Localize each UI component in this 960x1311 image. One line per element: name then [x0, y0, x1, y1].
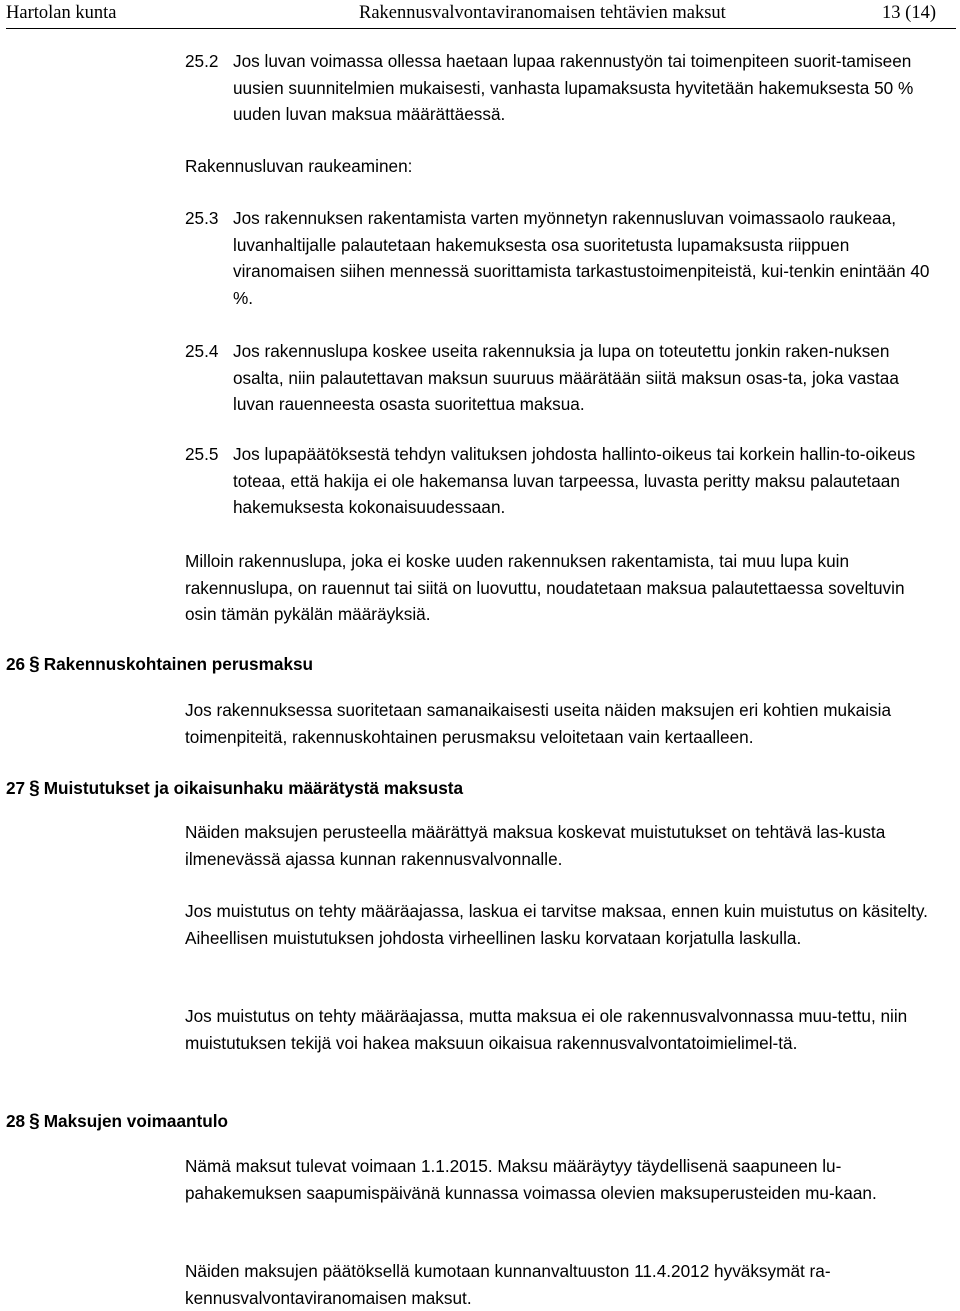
section-27-paragraph-3: Jos muistutus on tehty määräajassa, mutta maksua ei ole rakennusvalvonnassa muu-tettu, niin muistutuksen tekijä voi hakea maksuun oikaisua rakennusvalvontatoimielimel-tä.: [185, 1006, 908, 1053]
section-28-paragraph-1: Nämä maksut tulevat voimaan 1.1.2015. Maksu määräytyy täydellisenä saapuneen lu-pahakemuksen saapumispäivänä kunnassa voimassa olevien maksuperusteiden mu-kaan.: [185, 1156, 877, 1203]
section-symbol: §: [29, 654, 40, 675]
section-28-heading: [6, 1108, 228, 1136]
item-25-4-number: 25.4: [185, 341, 219, 361]
section-26-heading: [6, 651, 313, 679]
section-27-heading: [6, 775, 463, 803]
header-municipality: Hartolan kunta: [6, 3, 117, 23]
section-25-closing-paragraph: Milloin rakennuslupa, joka ei koske uuden rakennuksen rakentamista, tai muu lupa kuin rakennuslupa, on rauennut tai siitä on luovuttu, noudatetaan maksua palautettaessa soveltuvin osin tämän pykälän määräyksiä.: [185, 551, 905, 624]
section-26-number: 26: [6, 654, 26, 674]
item-25-4-text: Jos rakennuslupa koskee useita rakennuksia ja lupa on toteutettu jonkin raken-nuksen osalta, niin palautettavan maksun suuruus määrätään siitä maksun osas-ta, joka vastaa luvan rauenneesta osasta suoritettua maksua.: [233, 341, 899, 414]
header-page-number: 13 (14): [882, 3, 936, 23]
section-28-paragraph-2: Näiden maksujen päätöksellä kumotaan kunnanvaltuuston 11.4.2012 hyväksymät ra-kennusvalvontaviranomaisen maksut.: [185, 1261, 831, 1308]
header-divider: [6, 28, 956, 29]
header-document-title: Rakennusvalvontaviranomaisen tehtävien maksut: [359, 3, 726, 23]
section-27-paragraph-1: Näiden maksujen perusteella määrättyä maksua koskevat muistutukset on tehtävä las-kusta ilmenevässä ajassa kunnan rakennusvalvonnalle.: [185, 822, 886, 869]
section-28-number: 28: [6, 1111, 26, 1131]
item-25-3-number: 25.3: [185, 208, 219, 228]
item-25-2-text: Jos luvan voimassa ollessa haetaan lupaa rakennustyön tai toimenpiteen suorit-tamiseen uusien suunnitelmien mukaisesti, vanhasta lupamaksusta hyvitetään hakemuksesta 50 % uuden luvan maksua määrättäessä.: [233, 51, 914, 124]
item-25-2: [185, 48, 940, 128]
section-27-paragraph-2: Jos muistutus on tehty määräajassa, laskua ei tarvitse maksaa, ennen kuin muistutus on käsitelty. Aiheellisen muistutuksen johdosta virheellinen lasku korvataan korjatulla laskulla.: [185, 901, 928, 948]
subheading-permit-expiry: Rakennusluvan raukeaminen:: [185, 156, 413, 176]
item-25-5-text: Jos lupapäätöksestä tehdyn valituksen johdosta hallinto-oikeus tai korkein hallin-to-oikeus toteaa, että hakija ei ole hakemansa luvan tarpeessa, luvasta peritty maksu palautetaan hakemuksesta kokonaisuudessaan.: [233, 444, 916, 517]
section-symbol: §: [29, 1111, 40, 1132]
section-28-title: Maksujen voimaantulo: [43, 1111, 229, 1131]
section-26-paragraph: Jos rakennuksessa suoritetaan samanaikaisesti useita näiden maksujen eri kohtien mukaisia toimenpiteitä, rakennuskohtainen perusmaksu veloitetaan vain kertaalleen.: [185, 700, 892, 747]
item-25-5: [185, 441, 940, 521]
page-header: [6, 0, 936, 30]
section-26-title: Rakennuskohtainen perusmaksu: [43, 654, 314, 674]
section-symbol: §: [29, 778, 40, 799]
section-27-number: 27: [6, 778, 26, 798]
item-25-2-number: 25.2: [185, 51, 219, 71]
item-25-3-text: Jos rakennuksen rakentamista varten myönnetyn rakennusluvan voimassaolo raukeaa, luvanhaltijalle palautetaan hakemuksesta osa suoritetusta lupamaksusta riippuen viranomaisen siihen mennessä suorittamista tarkastustoimenpiteistä, kui-tenkin enintään 40 %.: [233, 208, 930, 308]
item-25-5-number: 25.5: [185, 444, 219, 464]
item-25-4: [185, 338, 940, 418]
section-27-title: Muistutukset ja oikaisunhaku määrätystä maksusta: [43, 778, 464, 798]
item-25-3: [185, 205, 940, 311]
